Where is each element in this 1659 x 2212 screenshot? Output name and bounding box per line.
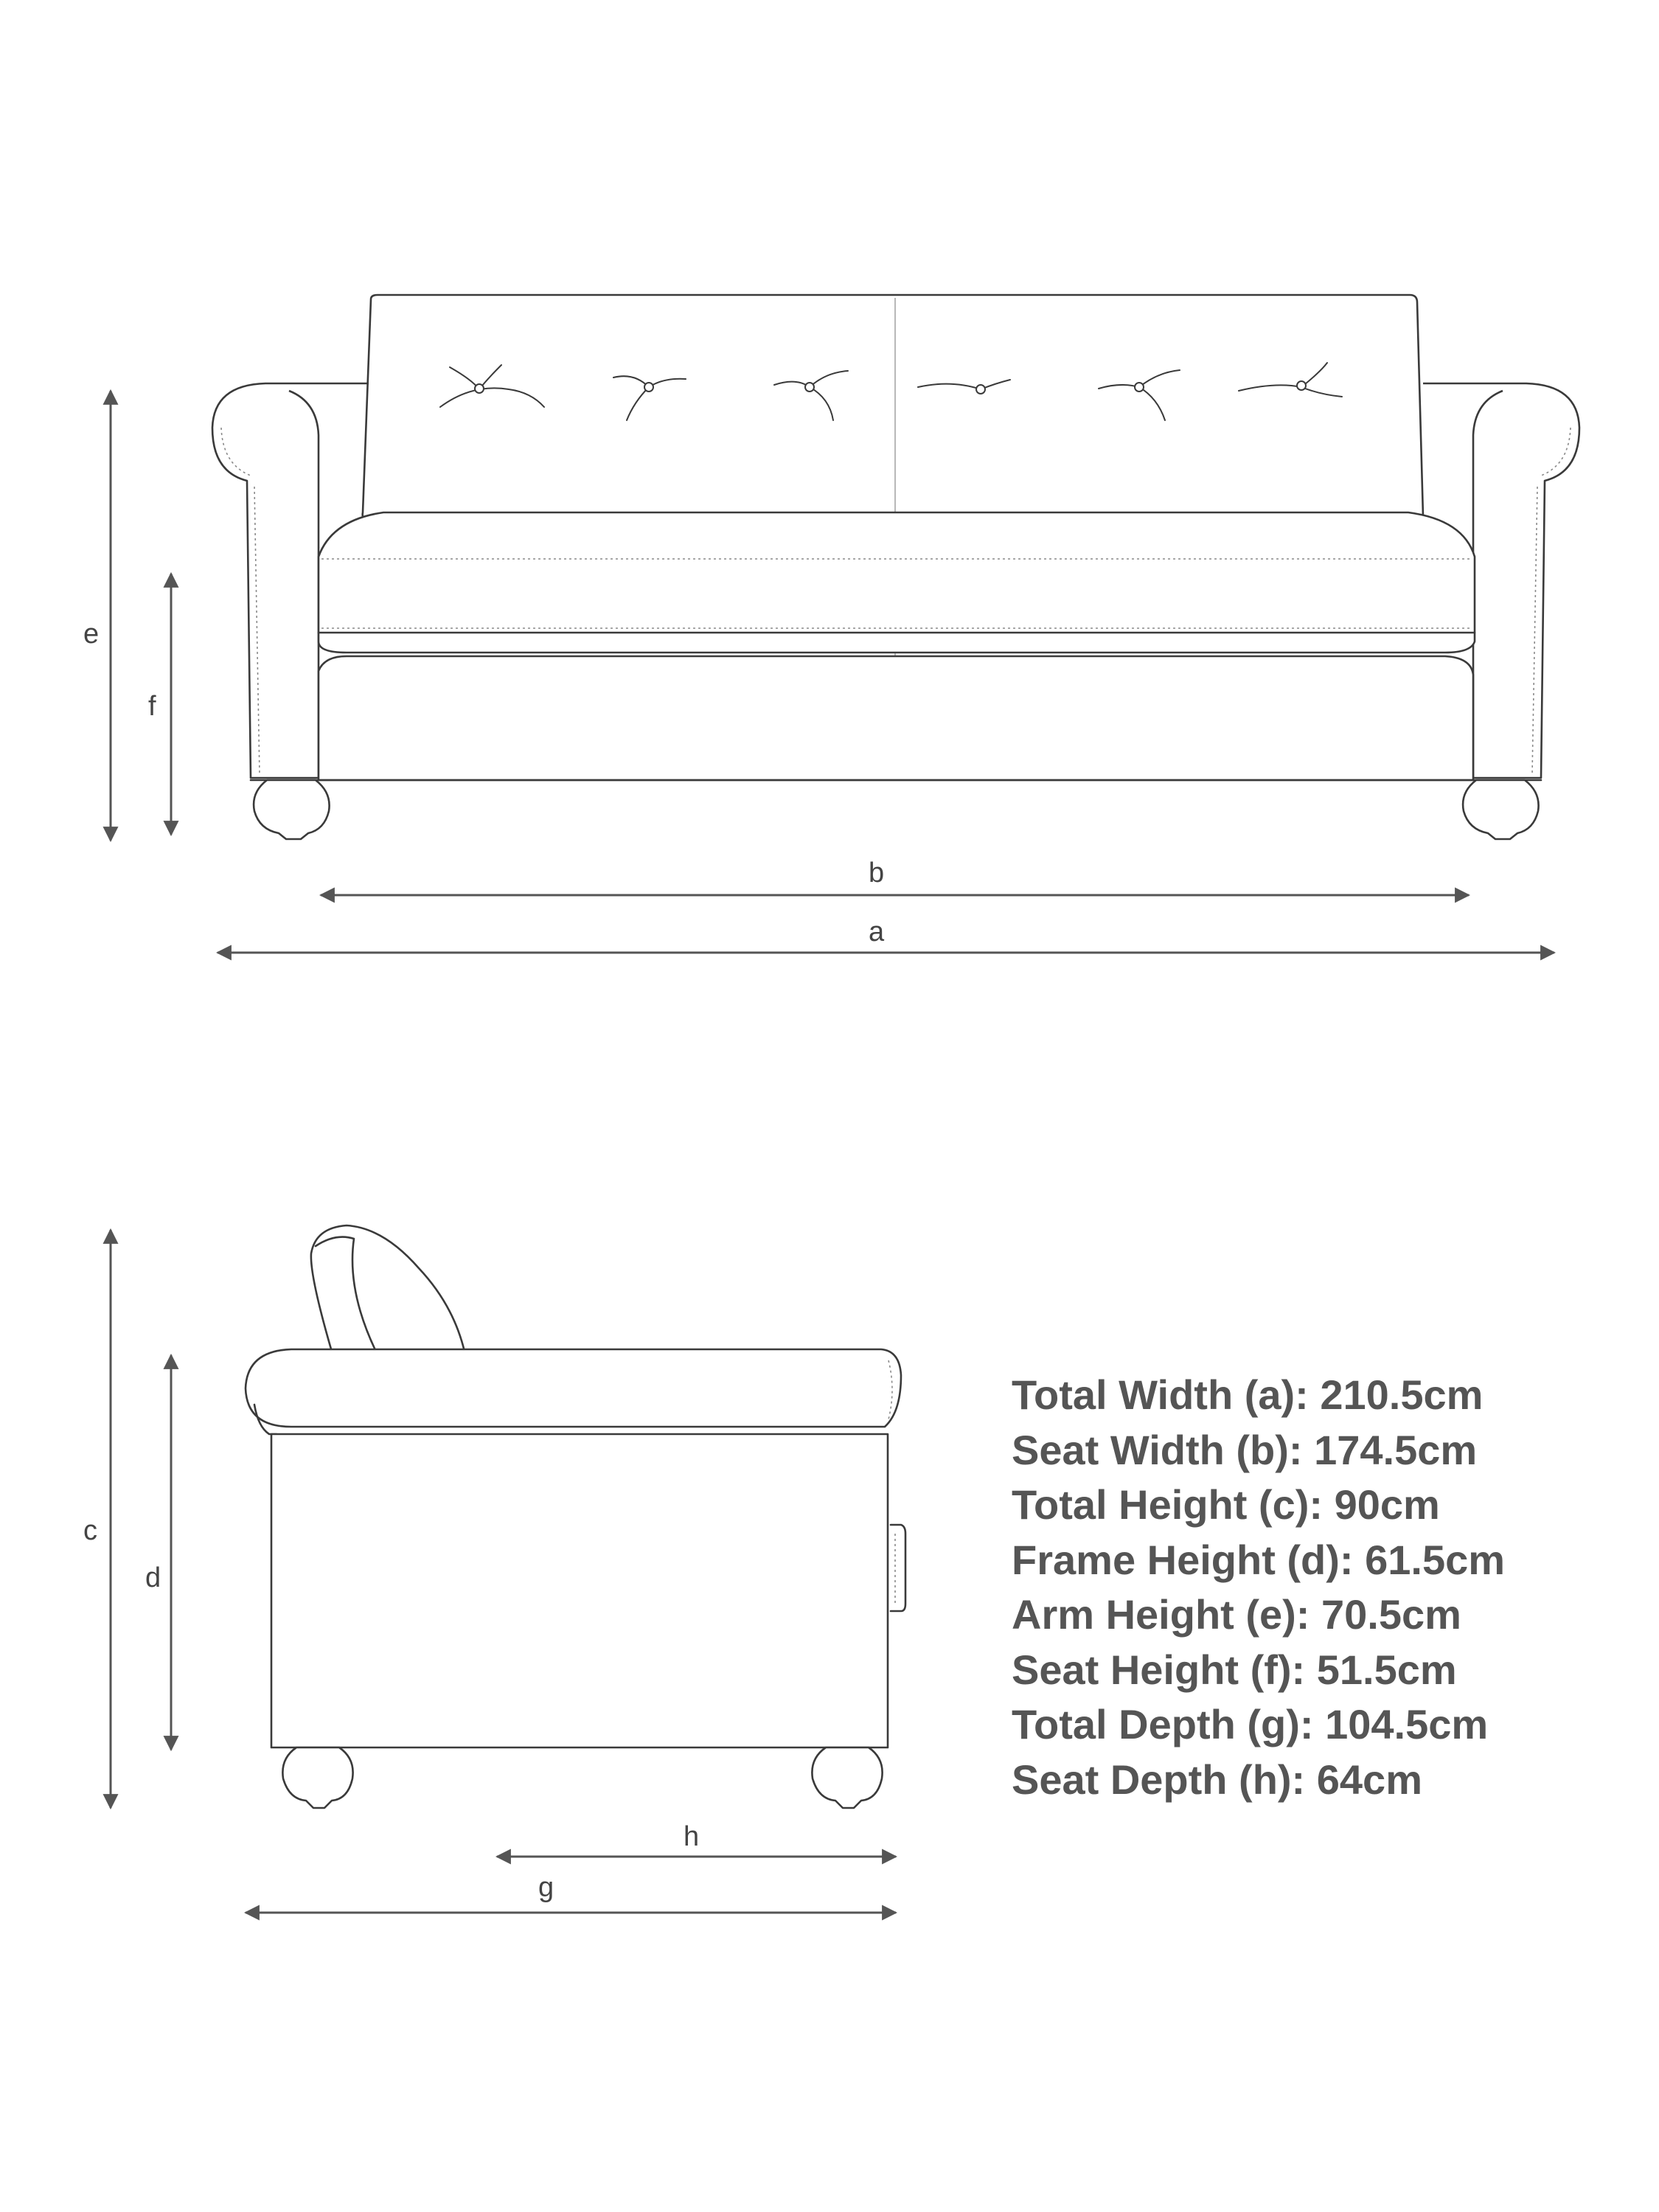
spec-seat-height: Seat Height (f): 51.5cm [1012,1646,1457,1693]
side-body [271,1434,888,1747]
dimension-e [83,391,111,841]
spec-total-height: Total Height (c): 90cm [1012,1481,1440,1528]
dimension-e-label: e [83,619,100,650]
specifications-list [1012,1368,1505,1807]
dimension-g [246,1872,896,1913]
dimension-a [218,917,1554,953]
spec-arm-height: Arm Height (e): 70.5cm [1012,1591,1461,1638]
dimension-c-label: c [83,1515,97,1546]
side-back-cushion [311,1225,465,1352]
sofa-side-view [246,1225,905,1808]
front-right-foot [1463,780,1539,839]
dimension-g-label: g [538,1872,554,1903]
spec-frame-height: Frame Height (d): 61.5cm [1012,1536,1506,1583]
dimension-c [83,1230,111,1808]
back-cushion [363,295,1423,522]
sofa-base [319,656,1473,780]
dimension-b [321,858,1469,895]
sofa-front-view [212,295,1579,839]
dimension-h [497,1821,896,1857]
side-back-foot [812,1747,882,1808]
spec-seat-depth: Seat Depth (h): 64cm [1012,1756,1422,1803]
side-front-foot [282,1747,352,1808]
spec-total-depth: Total Depth (g): 104.5cm [1012,1701,1489,1747]
seat-cushion [319,512,1475,653]
spec-seat-width: Seat Width (b): 174.5cm [1012,1426,1478,1473]
dimension-b-label: b [869,858,885,888]
dimension-f [148,574,171,835]
dimension-a-label: a [869,917,885,947]
dimension-d-label: d [145,1562,161,1593]
front-left-foot [254,780,330,839]
dimension-f-label: f [148,691,156,722]
spec-total-width: Total Width (a): 210.5cm [1012,1371,1484,1418]
side-arm-roll [246,1349,901,1427]
dimension-h-label: h [684,1821,700,1852]
dimension-d [145,1355,171,1750]
